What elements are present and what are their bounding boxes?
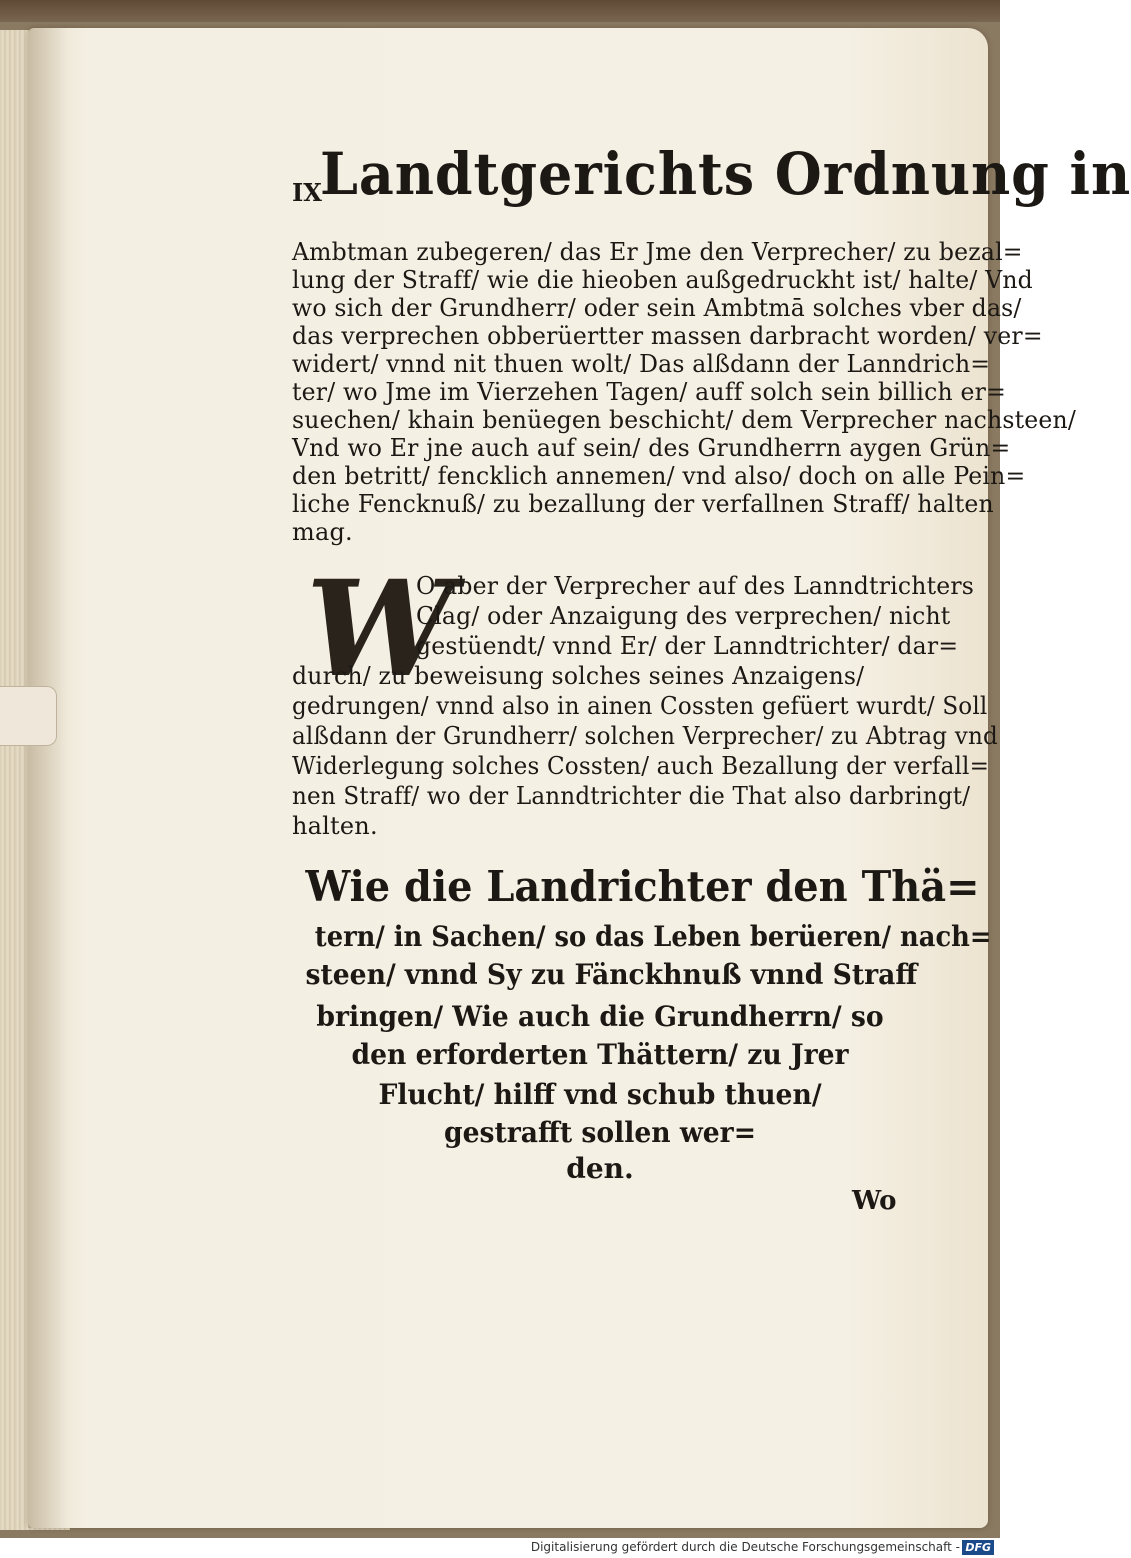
binding-top [0, 0, 1000, 22]
decorated-initial: W [306, 552, 455, 707]
text-line: nen Straff/ wo der Lanndtrichter die That also darbringt/ [292, 782, 971, 810]
text-line: O aber der Verprecher auf des Lanndtrichters [416, 572, 975, 600]
text-line: wo sich der Grundherr/ oder sein Ambtmā solches vber das/ [292, 294, 1022, 322]
heading-line: Flucht/ hilff vnd schub thuen/ [378, 1078, 822, 1111]
text-line: den betritt/ fencklich annemen/ vnd also/ doch on alle Pein= [292, 462, 1026, 490]
page-tab [0, 686, 57, 746]
text-line: gedrungen/ vnnd also in ainen Cossten gefüert wurdt/ Soll [292, 692, 988, 720]
text-line: ter/ wo Jme im Vierzehen Tagen/ auff solch sein billich er= [292, 378, 1007, 406]
text-line: liche Fencknuß/ zu bezallung der verfallnen Straff/ halten [292, 490, 994, 518]
text-line: Vnd wo Er jne auch auf sein/ des Grundherrn aygen Grün= [292, 434, 1011, 462]
spine-shadow [28, 28, 68, 1528]
heading-line: Wie die Landrichter den Thä= [305, 862, 980, 911]
text-line: suechen/ khain benüegen beschicht/ dem Verprecher nachsteen/ [292, 406, 1076, 434]
text-line: durch/ zu beweisung solches seines Anzaigens/ [292, 662, 865, 690]
text-line: lung der Straff/ wie die hieoben außgedruckht ist/ halte/ Vnd [292, 266, 1033, 294]
text-line: Clag/ oder Anzaigung des verprechen/ nicht [416, 602, 951, 630]
folio-number: IX [292, 178, 322, 207]
text-line: mag. [292, 518, 353, 546]
heading-line: tern/ in Sachen/ so das Leben berüeren/ nach= [314, 920, 992, 953]
text-line: halten. [292, 812, 378, 840]
text-line: gestüendt/ vnnd Er/ der Lanndtrichter/ dar= [416, 632, 959, 660]
digitization-credit: Digitalisierung gefördert durch die Deutsche Forschungsgemeinschaft - [530, 1540, 960, 1554]
heading-line: gestrafft sollen wer= [443, 1116, 756, 1149]
running-head: Landtgerichts Ordnung in [320, 140, 1131, 208]
dfg-logo-icon: DFG [962, 1540, 994, 1555]
text-line: Ambtman zubegeren/ das Er Jme den Verprecher/ zu bezal= [292, 238, 1023, 266]
heading-line: steen/ vnnd Sy zu Fänckhnuß vnnd Straff [305, 958, 918, 991]
text-line: das verprechen obberüertter massen darbracht worden/ ver= [292, 322, 1043, 350]
catchword: Wo [852, 1186, 897, 1216]
text-line: widert/ vnnd nit thuen wolt/ Das alßdann der Lanndrich= [292, 350, 991, 378]
text-line: alßdann der Grundherr/ solchen Verprecher/ zu Abtrag vnd [292, 722, 998, 750]
heading-line: den erforderten Thättern/ zu Jrer [351, 1038, 849, 1071]
heading-line: den. [566, 1152, 634, 1185]
text-line: Widerlegung solches Cossten/ auch Bezallung der verfall= [292, 752, 990, 780]
heading-line: bringen/ Wie auch die Grundherrn/ so [316, 1000, 884, 1033]
